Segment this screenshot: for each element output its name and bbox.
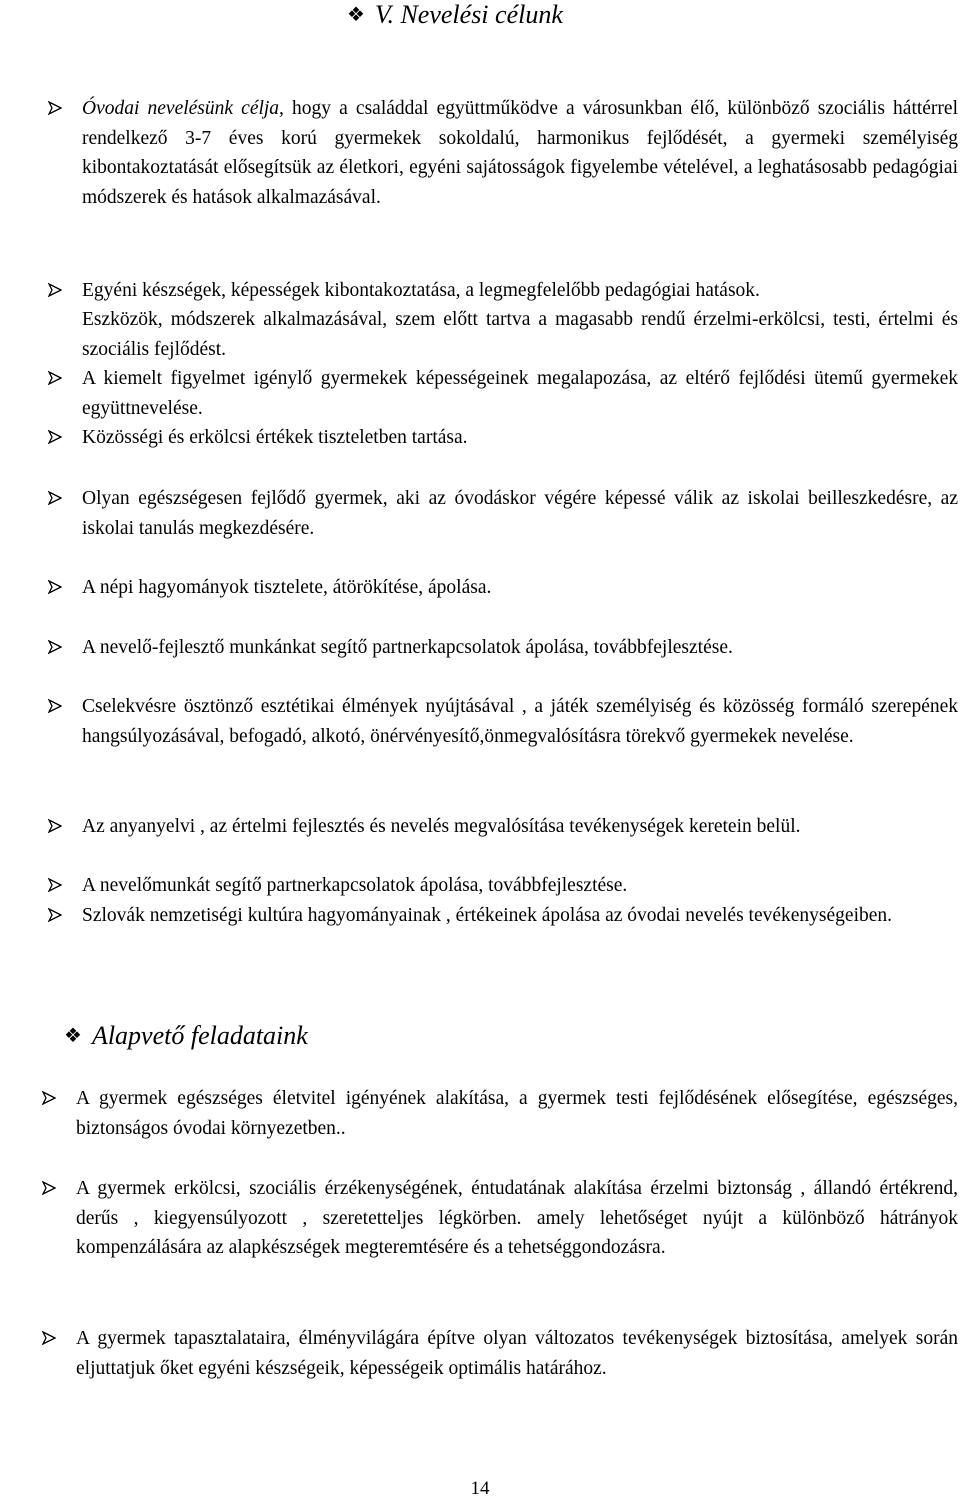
list-item-text: A gyermek egészséges életvitel igényének alakítása, a gyermek testi fejlődésének elősegítése, egészséges, biztonságos óvodai környezetben.. bbox=[76, 1088, 958, 1139]
list-item bbox=[48, 871, 958, 901]
arrowhead-bullet-icon bbox=[48, 101, 62, 115]
list-item-text: Cselekvésre ösztönző esztétikai élmények nyújtásával , a játék személyiség és közösség formáló szerepének hangsúlyozásával, befogadó, alkotó, önérvényesítő,önmegvalósításra törekvő gyermekek nevelése. bbox=[82, 696, 958, 747]
list-item-text: A kiemelt figyelmet igénylő gyermekek képességeinek megalapozása, az eltérő fejlődési ütemű gyermekek együttnevelése. bbox=[82, 368, 958, 419]
list-item bbox=[48, 364, 958, 423]
arrowhead-bullet-icon bbox=[48, 819, 62, 833]
heading-alapveto-feladataink bbox=[64, 1021, 308, 1051]
arrowhead-bullet-icon bbox=[48, 371, 62, 385]
diamond-bullet-icon: ❖ bbox=[347, 4, 365, 26]
heading-text: Alapvető feladataink bbox=[91, 1021, 308, 1050]
arrowhead-bullet-icon bbox=[48, 580, 62, 594]
list-item bbox=[48, 901, 958, 931]
arrowhead-bullet-icon bbox=[48, 430, 62, 444]
arrowhead-bullet-icon bbox=[42, 1091, 56, 1105]
list-item-text: Közösségi és erkölcsi értékek tiszteletben tartása. bbox=[82, 427, 468, 448]
list-item-text: A gyermek tapasztalataira, élményvilágára építve olyan változatos tevékenységek biztosítása, amelyek során eljuttatjuk őket egyéni készségeik, képességeik optimális határához. bbox=[76, 1328, 958, 1379]
arrowhead-bullet-icon bbox=[48, 491, 62, 505]
list-item bbox=[42, 1084, 958, 1143]
list-item-text: A gyermek erkölcsi, szociális érzékenységének, éntudatának alakítása érzelmi biztonság , állandó értékrend, derűs , kiegyensúlyozott , szeretetteljes légkörben. amely lehetőséget nyújt a különböző hátrányok kompenzálására az alapkészségek megteremtésére és a tehetséggondozásra. bbox=[76, 1178, 958, 1258]
list-item bbox=[48, 94, 958, 212]
list-item bbox=[42, 1324, 958, 1383]
list-item-text: Szlovák nemzetiségi kultúra hagyományainak , értékeinek ápolása az óvodai nevelés tevékenységeiben. bbox=[82, 905, 893, 926]
list-item bbox=[48, 692, 958, 751]
list-item bbox=[42, 1174, 958, 1263]
arrowhead-bullet-icon bbox=[48, 283, 62, 297]
page-number: 14 bbox=[470, 1478, 490, 1499]
heading-text: V. Nevelési célunk bbox=[374, 0, 563, 29]
diamond-bullet-icon: ❖ bbox=[64, 1025, 82, 1047]
arrowhead-bullet-icon bbox=[42, 1331, 56, 1345]
list-item bbox=[48, 573, 958, 603]
list-item-text: Olyan egészségesen fejlődő gyermek, aki az óvodáskor végére képessé válik az iskolai beilleszkedésre, az iskolai tanulás megkezdésére. bbox=[82, 488, 958, 539]
arrowhead-bullet-icon bbox=[48, 908, 62, 922]
list-item-text: A népi hagyományok tisztelete, átörökítése, ápolása. bbox=[82, 577, 492, 598]
list-item bbox=[48, 484, 958, 543]
list-item bbox=[48, 276, 958, 306]
list-item-text: A nevelőmunkát segítő partnerkapcsolatok ápolása, továbbfejlesztése. bbox=[82, 875, 628, 896]
rest-text: hogy a családdal együttműködve a városunkban élő, különböző szociális háttérrel rendelkező 3-7 éves korú gyermekek sokoldalú, harmonikus fejlődését, a gyermeki személyiség kibontakoztatását elősegítsük az életkori, egyéni sajátosságok figyelembe vételével, a leghatásosabb pedagógiai módszerek és hatások alkalmazásával. bbox=[82, 98, 958, 208]
paragraph-continuation: Eszközök, módszerek alkalmazásával, szem előtt tartva a magasabb rendű érzelmi-erkölcsi, testi, értelmi és szociális fejlődést. bbox=[82, 309, 958, 360]
list-item-text: A nevelő-fejlesztő munkánkat segítő partnerkapcsolatok ápolása, továbbfejlesztése. bbox=[82, 637, 733, 658]
arrowhead-bullet-icon bbox=[48, 699, 62, 713]
list-item-text: Az anyanyelvi , az értelmi fejlesztés és nevelés megvalósítása tevékenységek keretein belül. bbox=[82, 816, 801, 837]
arrowhead-bullet-icon bbox=[42, 1181, 56, 1195]
list-item-text bbox=[82, 94, 958, 212]
arrowhead-bullet-icon bbox=[48, 878, 62, 892]
list-item bbox=[48, 633, 958, 663]
lead-italic: Óvodai nevelésünk célja, bbox=[82, 98, 284, 119]
arrowhead-bullet-icon bbox=[48, 640, 62, 654]
list-item bbox=[48, 812, 958, 842]
heading-nevelesi-celunk bbox=[347, 0, 563, 30]
list-item bbox=[48, 423, 958, 453]
list-item-text: Egyéni készségek, képességek kibontakoztatása, a legmegfelelőbb pedagógiai hatások. bbox=[82, 280, 760, 301]
